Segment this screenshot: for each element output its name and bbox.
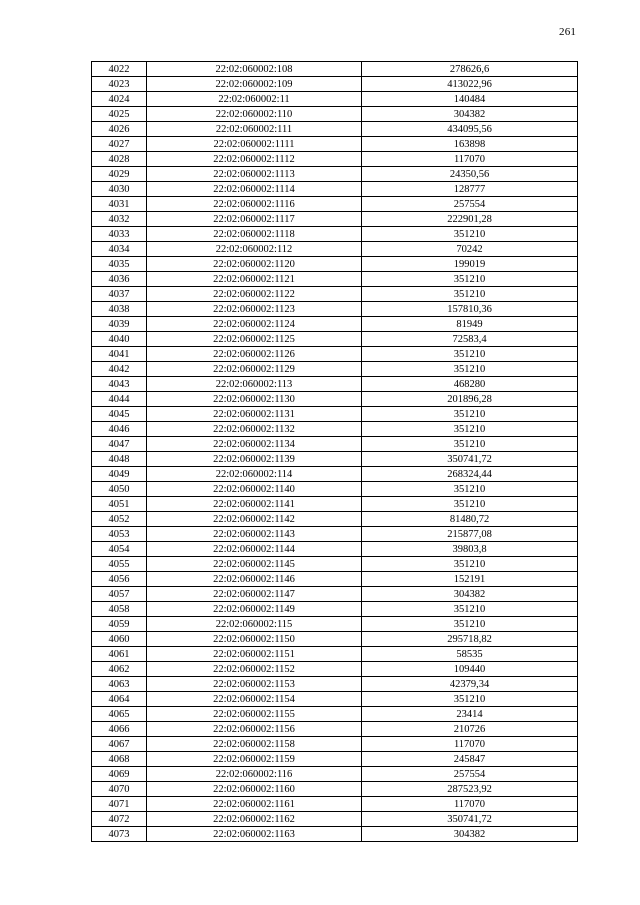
- table-row: [92, 542, 578, 557]
- table-row: [92, 377, 578, 392]
- cadastral-number-cell: 22:02:060002:1152: [147, 662, 362, 677]
- table-row: [92, 257, 578, 272]
- value-cell: 210726: [362, 722, 578, 737]
- row-number-cell: 4063: [92, 677, 147, 692]
- row-number-cell: 4062: [92, 662, 147, 677]
- table-row: [92, 782, 578, 797]
- table-row: [92, 347, 578, 362]
- cadastral-number-cell: 22:02:060002:111: [147, 122, 362, 137]
- cadastral-number-cell: 22:02:060002:1122: [147, 287, 362, 302]
- value-cell: 351210: [362, 692, 578, 707]
- value-cell: 163898: [362, 137, 578, 152]
- row-number-cell: 4065: [92, 707, 147, 722]
- row-number-cell: 4070: [92, 782, 147, 797]
- value-cell: 201896,28: [362, 392, 578, 407]
- value-cell: 295718,82: [362, 632, 578, 647]
- cadastral-number-cell: 22:02:060002:1124: [147, 317, 362, 332]
- row-number-cell: 4050: [92, 482, 147, 497]
- row-number-cell: 4038: [92, 302, 147, 317]
- value-cell: 351210: [362, 272, 578, 287]
- cadastral-number-cell: 22:02:060002:1123: [147, 302, 362, 317]
- value-cell: 287523,92: [362, 782, 578, 797]
- row-number-cell: 4033: [92, 227, 147, 242]
- row-number-cell: 4029: [92, 167, 147, 182]
- row-number-cell: 4049: [92, 467, 147, 482]
- row-number-cell: 4035: [92, 257, 147, 272]
- table-row: [92, 557, 578, 572]
- value-cell: 351210: [362, 497, 578, 512]
- table-row: [92, 212, 578, 227]
- value-cell: 117070: [362, 737, 578, 752]
- value-cell: 413022,96: [362, 77, 578, 92]
- table-row: [92, 332, 578, 347]
- value-cell: 257554: [362, 767, 578, 782]
- cadastral-number-cell: 22:02:060002:1163: [147, 827, 362, 842]
- row-number-cell: 4058: [92, 602, 147, 617]
- table-row: [92, 152, 578, 167]
- row-number-cell: 4066: [92, 722, 147, 737]
- cadastral-number-cell: 22:02:060002:11: [147, 92, 362, 107]
- table-row: [92, 737, 578, 752]
- cadastral-number-cell: 22:02:060002:1114: [147, 182, 362, 197]
- table-row: [92, 302, 578, 317]
- value-cell: 42379,34: [362, 677, 578, 692]
- row-number-cell: 4025: [92, 107, 147, 122]
- cadastral-number-cell: 22:02:060002:1126: [147, 347, 362, 362]
- row-number-cell: 4028: [92, 152, 147, 167]
- page-number: 261: [559, 26, 577, 38]
- value-cell: 351210: [362, 422, 578, 437]
- table-row: [92, 797, 578, 812]
- cadastral-number-cell: 22:02:060002:1117: [147, 212, 362, 227]
- cadastral-number-cell: 22:02:060002:1160: [147, 782, 362, 797]
- table-row: [92, 827, 578, 842]
- cadastral-number-cell: 22:02:060002:1158: [147, 737, 362, 752]
- value-cell: 351210: [362, 362, 578, 377]
- row-number-cell: 4042: [92, 362, 147, 377]
- cadastral-number-cell: 22:02:060002:109: [147, 77, 362, 92]
- cadastral-number-cell: 22:02:060002:1130: [147, 392, 362, 407]
- cadastral-number-cell: 22:02:060002:1146: [147, 572, 362, 587]
- cadastral-number-cell: 22:02:060002:1134: [147, 437, 362, 452]
- table-row: [92, 617, 578, 632]
- row-number-cell: 4036: [92, 272, 147, 287]
- value-cell: 58535: [362, 647, 578, 662]
- row-number-cell: 4054: [92, 542, 147, 557]
- value-cell: 157810,36: [362, 302, 578, 317]
- table-row: [92, 287, 578, 302]
- table-row: [92, 752, 578, 767]
- row-number-cell: 4037: [92, 287, 147, 302]
- cadastral-number-cell: 22:02:060002:1154: [147, 692, 362, 707]
- cadastral-number-cell: 22:02:060002:1155: [147, 707, 362, 722]
- table-row: [92, 662, 578, 677]
- cadastral-number-cell: 22:02:060002:110: [147, 107, 362, 122]
- value-cell: 140484: [362, 92, 578, 107]
- row-number-cell: 4067: [92, 737, 147, 752]
- table-row: [92, 527, 578, 542]
- value-cell: 351210: [362, 617, 578, 632]
- value-cell: 199019: [362, 257, 578, 272]
- row-number-cell: 4040: [92, 332, 147, 347]
- table-row: [92, 722, 578, 737]
- table-row: [92, 482, 578, 497]
- row-number-cell: 4031: [92, 197, 147, 212]
- table-row: [92, 467, 578, 482]
- value-cell: 304382: [362, 107, 578, 122]
- value-cell: 117070: [362, 152, 578, 167]
- row-number-cell: 4022: [92, 62, 147, 77]
- table-row: [92, 767, 578, 782]
- row-number-cell: 4053: [92, 527, 147, 542]
- cadastral-number-cell: 22:02:060002:1147: [147, 587, 362, 602]
- table-row: [92, 317, 578, 332]
- row-number-cell: 4023: [92, 77, 147, 92]
- value-cell: 81480,72: [362, 512, 578, 527]
- value-cell: 268324,44: [362, 467, 578, 482]
- cadastral-number-cell: 22:02:060002:1156: [147, 722, 362, 737]
- value-cell: 351210: [362, 602, 578, 617]
- value-cell: 23414: [362, 707, 578, 722]
- row-number-cell: 4046: [92, 422, 147, 437]
- value-cell: 24350,56: [362, 167, 578, 182]
- cadastral-number-cell: 22:02:060002:113: [147, 377, 362, 392]
- row-number-cell: 4069: [92, 767, 147, 782]
- value-cell: 117070: [362, 797, 578, 812]
- table-row: [92, 167, 578, 182]
- cadastral-number-cell: 22:02:060002:1145: [147, 557, 362, 572]
- cadastral-number-cell: 22:02:060002:1111: [147, 137, 362, 152]
- table-row: [92, 392, 578, 407]
- table-row: [92, 497, 578, 512]
- table-row: [92, 677, 578, 692]
- table-body: [92, 62, 578, 842]
- table-row: [92, 452, 578, 467]
- value-cell: 351210: [362, 407, 578, 422]
- value-cell: 351210: [362, 437, 578, 452]
- cadastral-number-cell: 22:02:060002:1113: [147, 167, 362, 182]
- cadastral-number-cell: 22:02:060002:1132: [147, 422, 362, 437]
- table-row: [92, 632, 578, 647]
- cadastral-number-cell: 22:02:060002:1153: [147, 677, 362, 692]
- row-number-cell: 4044: [92, 392, 147, 407]
- cadastral-number-cell: 22:02:060002:1161: [147, 797, 362, 812]
- cadastral-number-cell: 22:02:060002:1162: [147, 812, 362, 827]
- table-row: [92, 437, 578, 452]
- value-cell: 351210: [362, 347, 578, 362]
- table-row: [92, 137, 578, 152]
- cadastral-number-cell: 22:02:060002:1125: [147, 332, 362, 347]
- cadastral-number-cell: 22:02:060002:1112: [147, 152, 362, 167]
- table-row: [92, 272, 578, 287]
- value-cell: 245847: [362, 752, 578, 767]
- value-cell: 152191: [362, 572, 578, 587]
- value-cell: 257554: [362, 197, 578, 212]
- value-cell: 350741,72: [362, 452, 578, 467]
- cadastral-number-cell: 22:02:060002:1150: [147, 632, 362, 647]
- row-number-cell: 4073: [92, 827, 147, 842]
- cadastral-number-cell: 22:02:060002:1143: [147, 527, 362, 542]
- cadastral-number-cell: 22:02:060002:1140: [147, 482, 362, 497]
- value-cell: 109440: [362, 662, 578, 677]
- table-row: [92, 227, 578, 242]
- row-number-cell: 4052: [92, 512, 147, 527]
- table-row: [92, 77, 578, 92]
- cadastral-number-cell: 22:02:060002:1121: [147, 272, 362, 287]
- value-cell: 468280: [362, 377, 578, 392]
- row-number-cell: 4048: [92, 452, 147, 467]
- cadastral-number-cell: 22:02:060002:1118: [147, 227, 362, 242]
- value-cell: 351210: [362, 227, 578, 242]
- cadastral-number-cell: 22:02:060002:112: [147, 242, 362, 257]
- value-cell: 350741,72: [362, 812, 578, 827]
- row-number-cell: 4051: [92, 497, 147, 512]
- table-row: [92, 587, 578, 602]
- value-cell: 434095,56: [362, 122, 578, 137]
- row-number-cell: 4059: [92, 617, 147, 632]
- table-row: [92, 512, 578, 527]
- row-number-cell: 4056: [92, 572, 147, 587]
- cadastral-number-cell: 22:02:060002:1129: [147, 362, 362, 377]
- value-cell: 81949: [362, 317, 578, 332]
- value-cell: 351210: [362, 287, 578, 302]
- cadastral-number-cell: 22:02:060002:108: [147, 62, 362, 77]
- row-number-cell: 4055: [92, 557, 147, 572]
- cadastral-number-cell: 22:02:060002:1151: [147, 647, 362, 662]
- cadastral-number-cell: 22:02:060002:1120: [147, 257, 362, 272]
- row-number-cell: 4057: [92, 587, 147, 602]
- row-number-cell: 4060: [92, 632, 147, 647]
- table-row: [92, 107, 578, 122]
- table-row: [92, 692, 578, 707]
- cadastral-number-cell: 22:02:060002:1141: [147, 497, 362, 512]
- table-row: [92, 422, 578, 437]
- row-number-cell: 4068: [92, 752, 147, 767]
- row-number-cell: 4032: [92, 212, 147, 227]
- value-cell: 351210: [362, 557, 578, 572]
- cadastral-number-cell: 22:02:060002:115: [147, 617, 362, 632]
- value-cell: 278626,6: [362, 62, 578, 77]
- table-row: [92, 182, 578, 197]
- row-number-cell: 4045: [92, 407, 147, 422]
- cadastral-number-cell: 22:02:060002:1159: [147, 752, 362, 767]
- row-number-cell: 4047: [92, 437, 147, 452]
- row-number-cell: 4041: [92, 347, 147, 362]
- row-number-cell: 4061: [92, 647, 147, 662]
- value-cell: 70242: [362, 242, 578, 257]
- value-cell: 128777: [362, 182, 578, 197]
- table-row: [92, 647, 578, 662]
- value-cell: 72583,4: [362, 332, 578, 347]
- row-number-cell: 4039: [92, 317, 147, 332]
- cadastral-table: [91, 61, 578, 842]
- row-number-cell: 4027: [92, 137, 147, 152]
- cadastral-number-cell: 22:02:060002:1149: [147, 602, 362, 617]
- table-row: [92, 572, 578, 587]
- value-cell: 304382: [362, 587, 578, 602]
- value-cell: 351210: [362, 482, 578, 497]
- row-number-cell: 4043: [92, 377, 147, 392]
- value-cell: 215877,08: [362, 527, 578, 542]
- row-number-cell: 4024: [92, 92, 147, 107]
- table-row: [92, 92, 578, 107]
- value-cell: 304382: [362, 827, 578, 842]
- row-number-cell: 4064: [92, 692, 147, 707]
- table-row: [92, 62, 578, 77]
- row-number-cell: 4034: [92, 242, 147, 257]
- table-row: [92, 602, 578, 617]
- table-row: [92, 122, 578, 137]
- row-number-cell: 4072: [92, 812, 147, 827]
- cadastral-number-cell: 22:02:060002:1144: [147, 542, 362, 557]
- cadastral-number-cell: 22:02:060002:1139: [147, 452, 362, 467]
- row-number-cell: 4030: [92, 182, 147, 197]
- table-row: [92, 707, 578, 722]
- value-cell: 39803,8: [362, 542, 578, 557]
- table-row: [92, 197, 578, 212]
- table-row: [92, 407, 578, 422]
- table-row: [92, 242, 578, 257]
- cadastral-number-cell: 22:02:060002:116: [147, 767, 362, 782]
- row-number-cell: 4071: [92, 797, 147, 812]
- cadastral-number-cell: 22:02:060002:1142: [147, 512, 362, 527]
- table-row: [92, 812, 578, 827]
- value-cell: 222901,28: [362, 212, 578, 227]
- row-number-cell: 4026: [92, 122, 147, 137]
- cadastral-number-cell: 22:02:060002:1131: [147, 407, 362, 422]
- cadastral-number-cell: 22:02:060002:114: [147, 467, 362, 482]
- cadastral-number-cell: 22:02:060002:1116: [147, 197, 362, 212]
- table-row: [92, 362, 578, 377]
